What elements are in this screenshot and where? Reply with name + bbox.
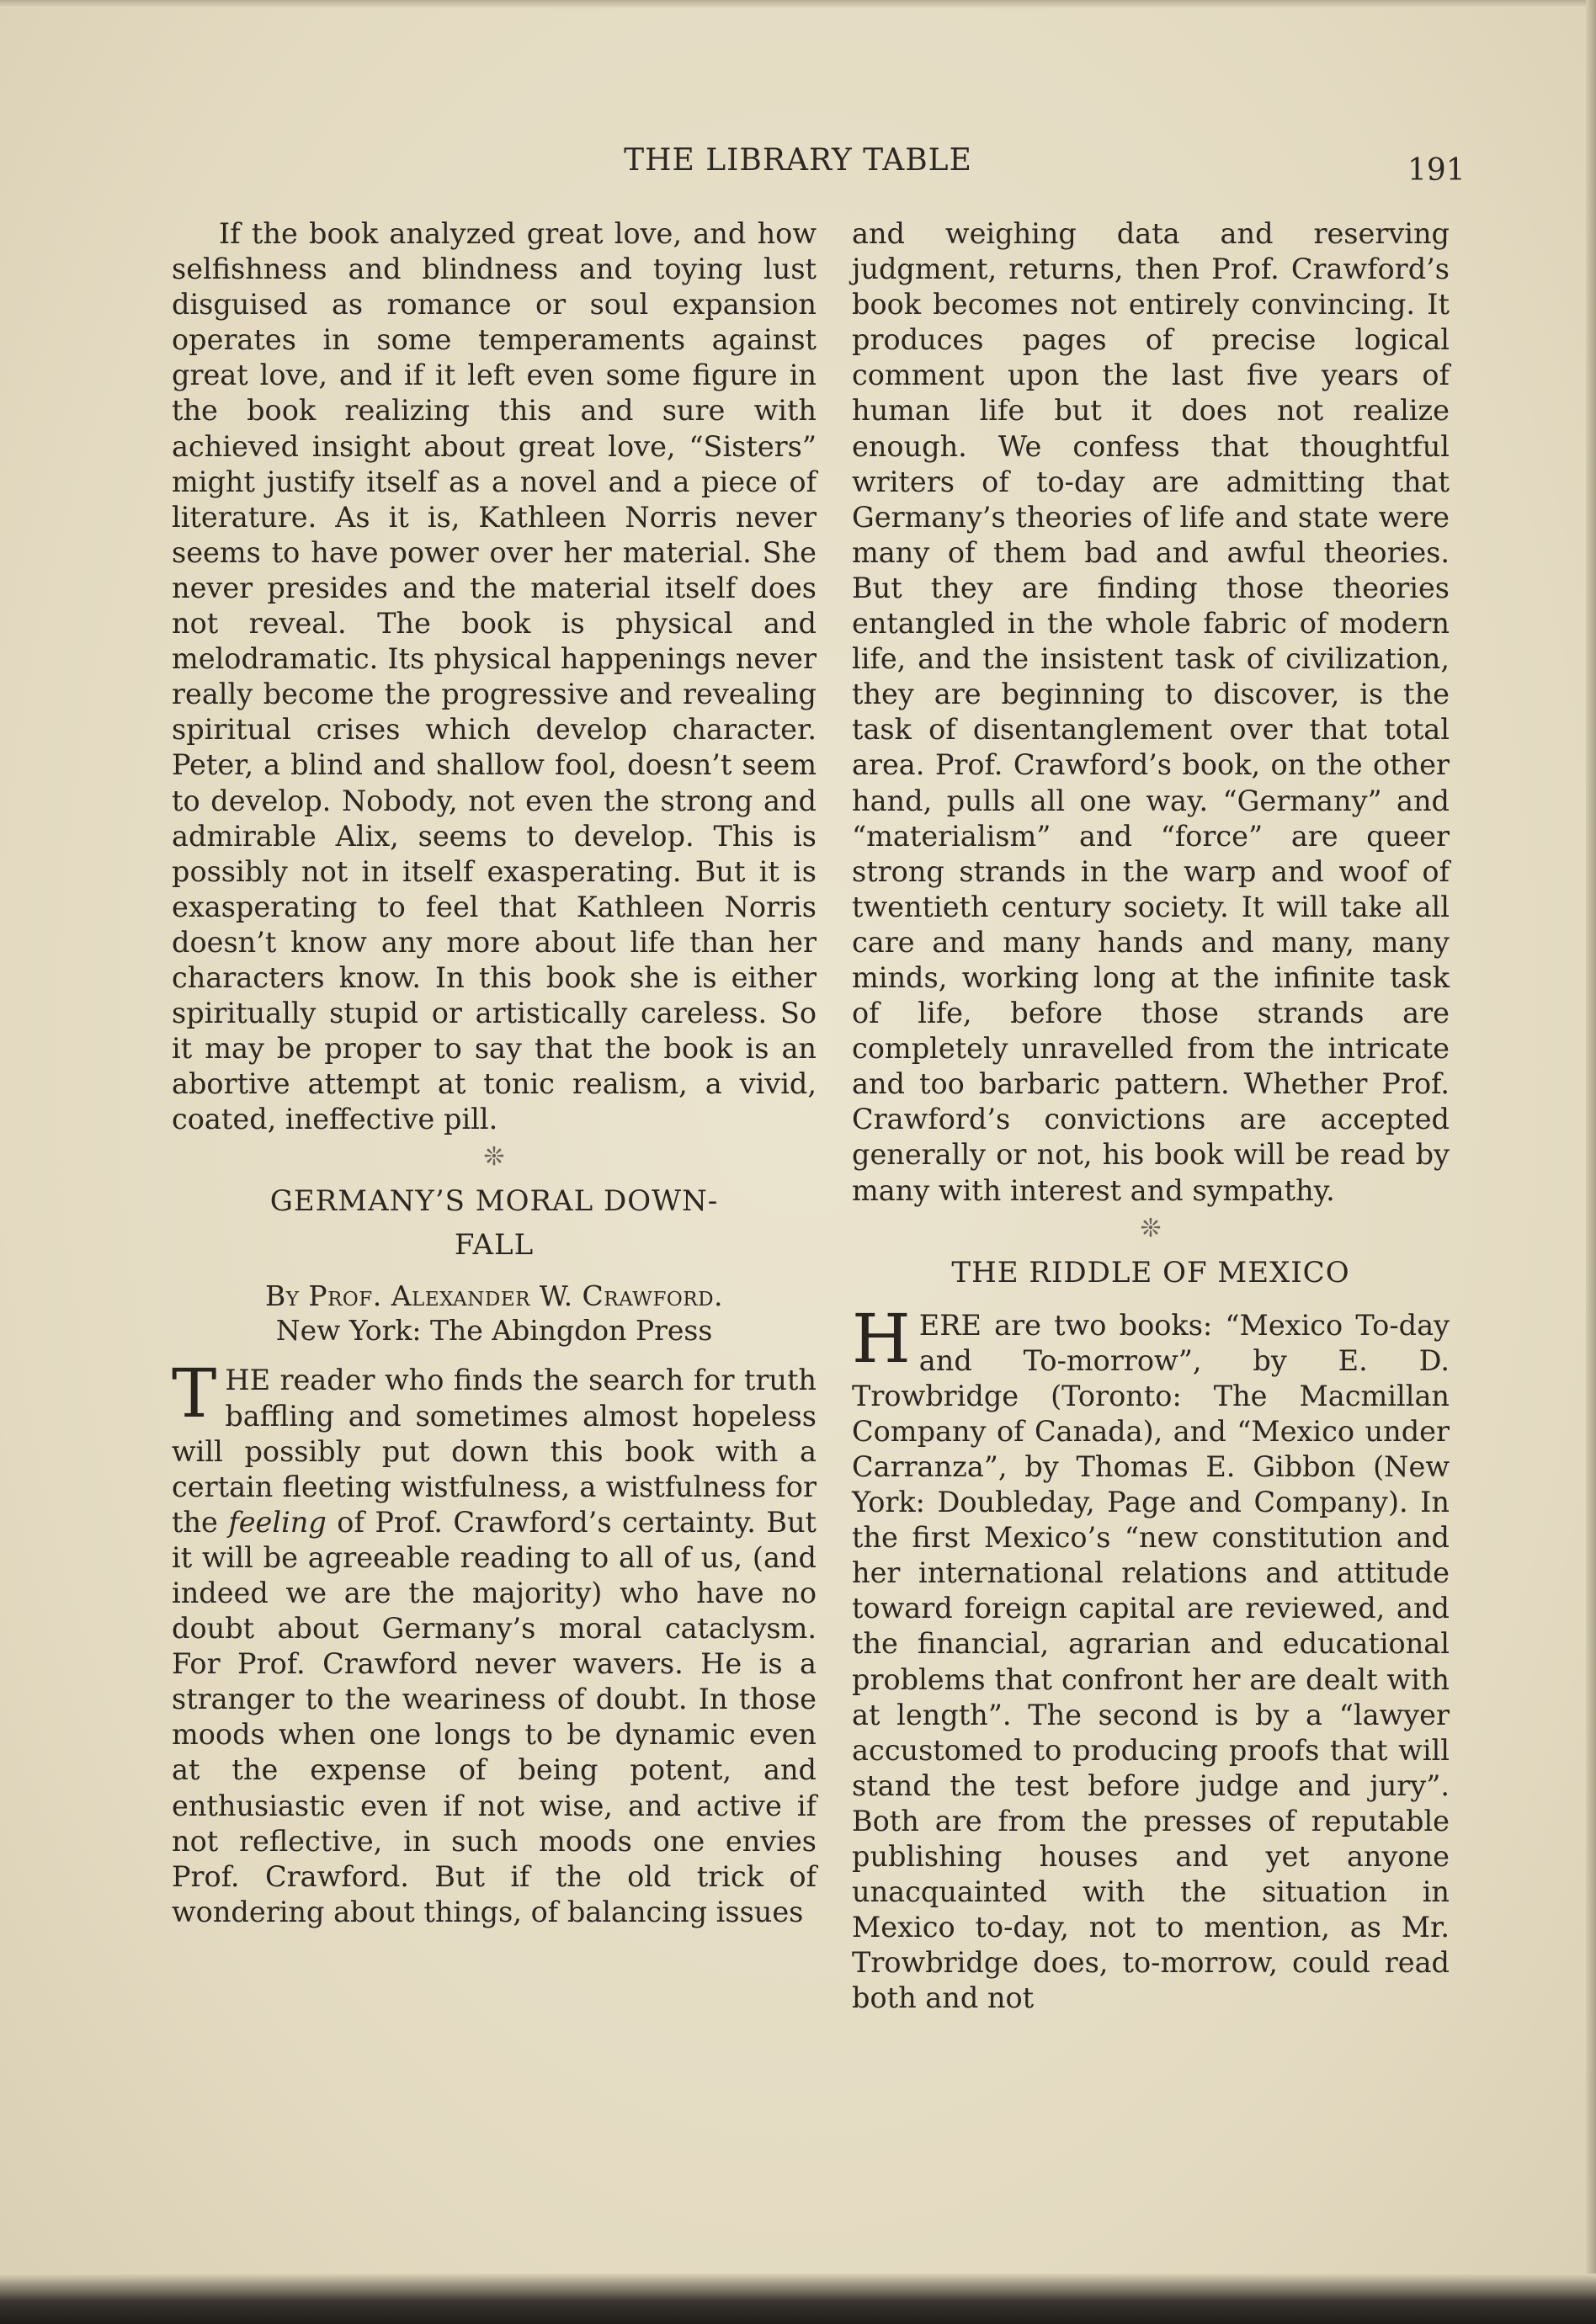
page-top-edge [0,0,1596,8]
germany-review-text-2: of Prof. Crawford’s certainty. But it will be agreeable reading to all of us, (and indeed we are the majority) who have no doubt about Germany’s moral cataclysm. For Prof. Crawford never wavers. He is a stranger to the weariness of doubt. In those moods when one longs to be dynamic even at the expense of being potent, and enthusiastic even if not wise, and active if not reflective, in such moods one envies Prof. Crawford. But if the old trick of wondering about things, of balancing issues [172,1505,817,1928]
page-bottom-edge [0,2273,1596,2324]
page-number: 191 [1407,153,1466,188]
page-right-edge [1586,0,1596,2324]
mexico-review-text: ERE are two books: “Mexico To-day and To-morrow”, by E. D. Trowbridge (Toronto: The Macmillan Company of Canada), and “Mexico under Carranza”, by Thomas E. Gibbon (New York: Doubleday, Page and Company). In the first Mexico’s “new constitution and her international relations and attitude toward foreign capital are reviewed, and the financial, agrarian and educational problems that confront her are dealt with at length”. The second is by a “lawyer accustomed to producing proofs that will stand the test before judge and jury”. Both are from the presses of reputable publishing houses and yet anyone unacquainted with the situation in Mexico to-day, not to mention, as Mr. Trowbridge does, to-morrow, could read both and not [852,1308,1450,2015]
mexico-review-body [852,1299,1450,2017]
germany-review-text-1: HE reader who finds the search for truth baffling and sometimes almost hopeless will possibly put down this book with a certain fleeting wistfulness, a wistfulness for the [172,1364,817,1539]
germany-review-body [172,1354,817,1930]
byline-author: By Prof. Alexander W. Crawford. [264,1279,724,1313]
drop-cap: T [172,1354,217,1433]
section-title-mexico: THE RIDDLE OF MEXICO [951,1255,1350,1290]
germany-review-emphasis: feeling [228,1505,327,1539]
running-title: THE LIBRARY TABLE [624,143,972,178]
sisters-review-continued: If the book analyzed great love, and how selfishness and blindness and toying lust disguised as romance or soul expansion operates in some temperaments against great love, and if it left even some figure in the book realizing this and sure with achieved insight about great love, “Sisters” might justify itself as a novel and a piece of literature. As it is, Kathleen Norris never seems to have power over her material. She never presides and the material itself does not reveal. The book is physical and melodramatic. Its physical happenings never really become the progressive and revealing spiritual crises which develop character. Peter, a blind and shallow fool, doesn’t seem to develop. Nobody, not even the strong and admirable Alix, seems to develop. This is possibly not in itself exasperating. But it is exasperating to feel that Kathleen Norris doesn’t know any more about life than her characters know. In this book she is either spiritually stupid or artistically careless. So it may be proper to say that the book is an abortive attempt at tonic realism, a vivid, coated, ineffective pill. [172,217,817,1136]
section-title-germany-line1: GERMANY’S MORAL DOWN- [269,1184,719,1219]
drop-cap: H [852,1299,911,1378]
left-column [172,216,817,1930]
section-ornament: ❊ [483,1142,505,1173]
section-title-germany-line2: FALL [454,1228,535,1263]
byline-publisher: New York: The Abingdon Press [275,1314,713,1348]
section-ornament: ❊ [1140,1213,1162,1243]
germany-review-continued: and weighing data and reserving judgment, returns, then Prof. Crawford’s book becomes not entirely convincing. It produces pages of precise logical comment upon the last five years of human life but it does not realize enough. We confess that thoughtful writers of to-day are admitting that Germany’s theories of life and state were many of them bad and awful theories. But they are finding those theories entangled in the whole fabric of modern life, and the insistent task of civilization, they are beginning to discover, is the task of disentanglement over that total area. Prof. Crawford’s book, on the other hand, pulls all one way. “Germany” and “materialism” and “force” are queer strong strands in the warp and woof of twentieth century society. It will take all care and many hands and many, many minds, working long at the infinite task of life, before those strands are completely unravelled from the intricate and too barbaric pattern. Whether Prof. Crawford’s convictions are accepted generally or not, his book will be read by many with interest and sympathy. [852,217,1450,1207]
right-column [852,216,1450,2017]
byline [172,1279,817,1348]
